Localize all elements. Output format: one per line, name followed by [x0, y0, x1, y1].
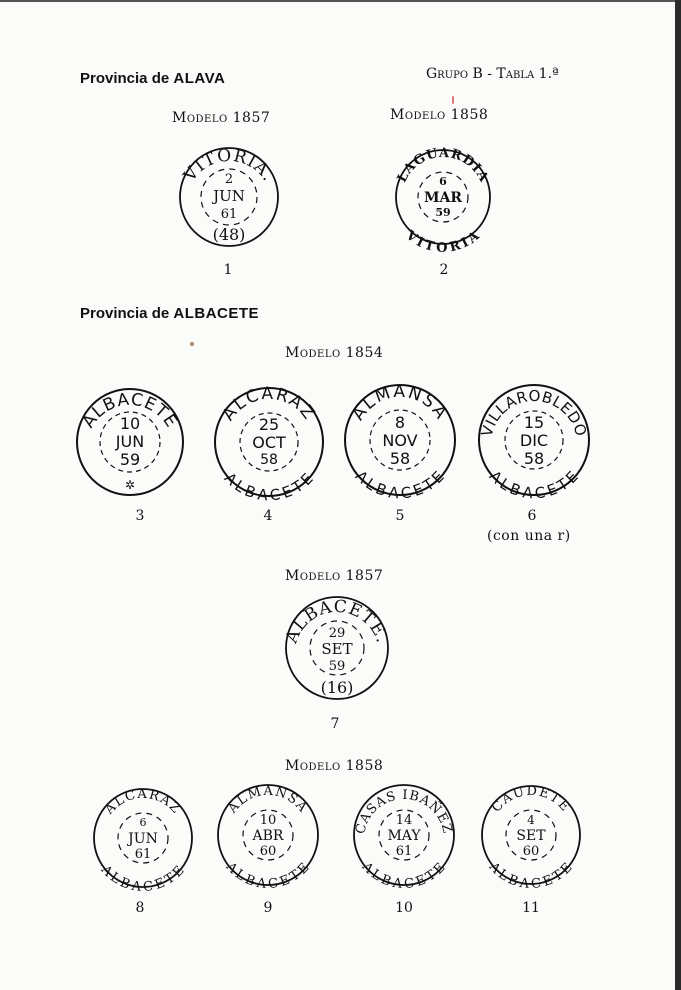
svg-text:ALBACETE — [486, 467, 582, 502]
stamp-extra-number: (16) — [320, 678, 354, 697]
postmark-stamp — [352, 784, 456, 893]
stamp-year: 59 — [119, 450, 141, 469]
stamp-top-text: CAUDETE — [489, 783, 573, 816]
stamp-day: 6 — [139, 816, 147, 829]
svg-text:ALBACETE — [97, 862, 188, 895]
stamp-day: 10 — [119, 414, 141, 433]
stamp-top-text: ALCARAZ — [218, 383, 320, 425]
stamp-top-text: ALCARAZ — [102, 786, 184, 818]
postmark-stamp — [281, 596, 393, 700]
stamp-extra-number: (48) — [212, 225, 246, 244]
stamp-number: 11 — [522, 900, 540, 916]
stamp-number: 1 — [223, 262, 233, 278]
svg-text:ALBACETE — [222, 859, 313, 892]
stamp-top-text: VILLAROBLEDO — [477, 386, 591, 439]
print-speck — [452, 96, 454, 104]
postmark-stamp — [342, 381, 458, 503]
svg-text:CAUDETE — [489, 784, 573, 816]
postmark-stamp — [476, 384, 592, 503]
page-right-edge — [675, 0, 681, 990]
stamp-number: 3 — [135, 508, 145, 524]
province-prefix: Provincia de — [80, 70, 170, 87]
stamp-month: OCT — [252, 433, 286, 452]
stamp-bottom-text: ALBACETE — [222, 859, 314, 893]
postmark-stamp — [92, 786, 194, 896]
print-speck — [190, 342, 194, 346]
stamp-number: 9 — [263, 900, 273, 916]
stamp-number: 7 — [330, 716, 340, 732]
model-heading: Modelo 1854 — [285, 345, 384, 361]
stamp-number: 10 — [395, 900, 413, 916]
stamp-day: 6 — [439, 175, 447, 188]
postmark-stamp — [174, 147, 284, 247]
postmark-stamp — [212, 383, 326, 505]
stamp-number: 6 — [527, 508, 537, 524]
postmark-stamp — [74, 388, 186, 498]
stamp-month: MAR — [424, 190, 462, 206]
stamp-top-text: CASAS IBAÑEZ — [353, 787, 455, 836]
svg-text:ALBACETE — [485, 859, 576, 892]
model-heading: Modelo 1857 — [172, 110, 271, 126]
province-name: ALBACETE — [173, 305, 260, 322]
stamp-year: 59 — [328, 659, 346, 674]
stamp-month: MAY — [387, 828, 421, 844]
province-heading-alava — [80, 70, 225, 87]
stamp-month: ABR — [252, 828, 284, 844]
stamp-number: 2 — [439, 262, 449, 278]
stamp-month: SET — [516, 828, 546, 844]
stamp-bottom-text: ALBACETE — [97, 862, 189, 896]
postmark-stamp — [216, 783, 320, 893]
stamp-number: 4 — [263, 508, 273, 524]
stamp-bottom-text: ALBACETE — [485, 859, 577, 893]
stamp-bottom-text: ALBACETE — [358, 859, 450, 893]
stamp-day: 8 — [394, 413, 406, 432]
stamp-year: 58 — [389, 449, 411, 468]
stamp-top-text: LAGUARDIA — [394, 145, 492, 186]
stamp-year: 61 — [395, 844, 413, 859]
stamp-top-text: ALBACETE. — [281, 596, 393, 646]
stamp-number: 8 — [135, 900, 145, 916]
stamp-day: 10 — [259, 813, 277, 828]
province-heading-albacete — [80, 305, 259, 322]
stamp-number: 5 — [395, 508, 405, 524]
stamp-day: 2 — [224, 172, 234, 187]
stamp-bottom-text: VITORIA — [402, 228, 484, 256]
model-heading: Modelo 1858 — [285, 758, 384, 774]
stamp-year: 60 — [259, 844, 277, 859]
stamp-month: DIC — [519, 431, 549, 450]
stamp-top-text: ALMANSA — [348, 381, 452, 425]
svg-text:ALMANSA — [225, 784, 311, 817]
svg-text:ALBACETE — [221, 469, 317, 504]
province-prefix: Provincia de — [80, 305, 170, 322]
stamp-year: 58 — [260, 452, 278, 468]
stamp-day: 29 — [328, 626, 346, 641]
stamp-month: JUN — [213, 187, 245, 205]
province-name: ALAVA — [173, 70, 226, 87]
stamp-day: 14 — [395, 813, 413, 828]
model-heading: Modelo 1858 — [390, 107, 489, 123]
group-table-label: Grupo B - Tabla 1.ª — [426, 66, 559, 82]
stamp-note: (con una r) — [487, 528, 571, 544]
stamp-month: JUN — [115, 432, 145, 451]
stamp-year: 59 — [435, 206, 451, 219]
page-top-edge — [0, 0, 681, 2]
svg-text:ALCARAZ — [101, 787, 184, 818]
stamp-bottom-text: ALBACETE — [485, 467, 583, 503]
postmark-stamp — [480, 783, 582, 893]
stamp-day: 15 — [523, 413, 545, 432]
stamp-year: 60 — [522, 844, 540, 859]
svg-text:VITORIA — [402, 228, 483, 256]
stamp-day: 25 — [258, 415, 280, 434]
stamp-top-text: ALMANSA — [225, 783, 311, 817]
model-heading: Modelo 1857 — [285, 568, 384, 584]
stamp-year: 58 — [523, 449, 545, 468]
stamp-day: 4 — [527, 813, 535, 827]
stamp-year: 61 — [134, 847, 152, 862]
postmark-stamp — [390, 145, 496, 256]
stamp-month: NOV — [382, 431, 418, 450]
stamp-month: JUN — [128, 831, 158, 847]
stamp-bottom-text: ALBACETE — [220, 469, 318, 505]
stamp-top-text: ALBACETE — [78, 389, 182, 432]
stamp-bottom-text: ALBACETE — [351, 467, 449, 503]
stamp-ornament: ✲ — [124, 478, 136, 492]
stamp-year: 61 — [220, 207, 238, 222]
svg-text:ALBACETE — [352, 467, 448, 502]
stamp-month: SET — [321, 640, 353, 658]
stamp-top-text: VITORIA. — [179, 145, 279, 186]
svg-text:ALBACETE — [358, 859, 449, 892]
